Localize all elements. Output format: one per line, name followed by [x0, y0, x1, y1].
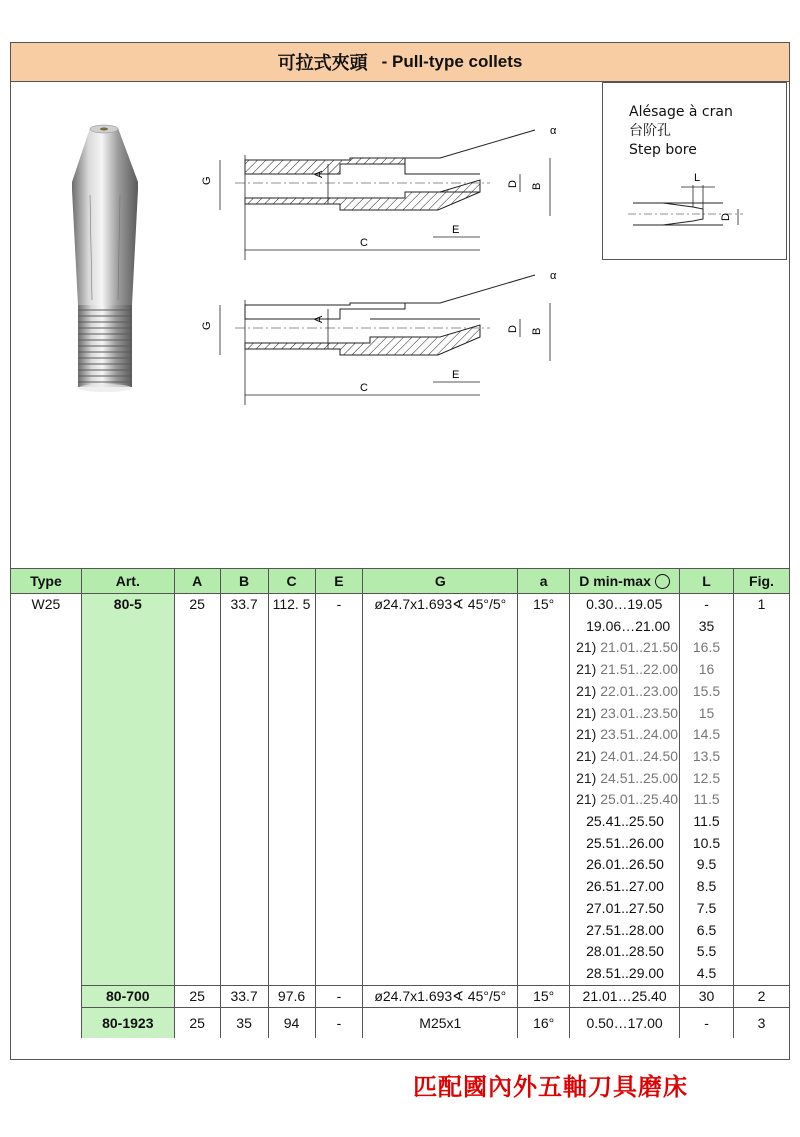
cell-alpha: 15°: [518, 985, 570, 1008]
cell-l: 35: [680, 616, 734, 638]
cell-l: 9.5: [680, 854, 734, 876]
cell-l: 14.5: [680, 724, 734, 746]
col-e: E: [315, 569, 363, 594]
table-row: [11, 985, 790, 1008]
cell-art: 80-1923: [81, 1008, 174, 1039]
footnote-ref: 21): [576, 769, 597, 786]
label-e-2: E: [452, 369, 460, 381]
label-c: C: [360, 237, 368, 249]
cell-d: [570, 876, 680, 898]
page-title: [10, 42, 790, 82]
d-range: 28.51..29.00: [586, 964, 664, 981]
cell-c: 94: [268, 1008, 315, 1039]
cell-a: 25: [174, 594, 220, 986]
footnote-ref: 21): [576, 791, 597, 808]
cell-d: [570, 768, 680, 790]
cell-d: [570, 746, 680, 768]
d-range: 0.30…19.05: [586, 596, 663, 612]
label-e: E: [452, 224, 460, 236]
cell-e: -: [315, 985, 363, 1008]
circle-icon: [655, 574, 670, 589]
label-a: A: [313, 170, 325, 178]
cell-b: 33.7: [220, 985, 268, 1008]
cell-alpha: 15°: [518, 594, 570, 986]
cell-a: 25: [174, 1008, 220, 1039]
spec-table: [10, 568, 790, 1038]
cell-l: -: [680, 1008, 734, 1039]
cell-c: 97.6: [268, 985, 315, 1008]
col-b: B: [220, 569, 268, 594]
d-range: 24.51..25.00: [600, 769, 679, 786]
step-bore-fr: Alésage à cran: [629, 104, 733, 120]
col-d-label: D min-max: [579, 572, 651, 589]
step-bore-drawing: [623, 163, 773, 253]
label-alpha-2: α: [550, 270, 557, 282]
cell-d: [570, 616, 680, 638]
cell-e: -: [315, 594, 363, 986]
figure-1-drawing: [201, 125, 557, 260]
cell-d: 0.50…17.00: [570, 1008, 680, 1039]
col-d: [570, 569, 680, 594]
cell-fig: 2: [733, 985, 789, 1008]
col-fig: Fig.: [733, 569, 789, 594]
step-label-d: D: [720, 213, 732, 221]
label-g: G: [201, 176, 213, 185]
step-bore-zh: 台阶孔: [629, 123, 671, 139]
cell-d: [570, 963, 680, 985]
collet-section-diagram: [190, 100, 590, 410]
col-c: C: [268, 569, 315, 594]
title-zh: 可拉式夾頭: [277, 53, 368, 74]
footnote-ref: 21): [576, 747, 597, 764]
footnote-ref: 21): [576, 682, 597, 699]
cell-l: 13.5: [680, 746, 734, 768]
d-range: 27.01..27.50: [586, 899, 664, 916]
label-c-2: C: [360, 382, 368, 394]
d-range: 22.01..23.00: [600, 682, 679, 699]
cell-d: [570, 724, 680, 746]
cell-d: [570, 833, 680, 855]
label-b: B: [531, 182, 543, 190]
cell-art: 80-5: [81, 594, 174, 986]
footnote-ref: 21): [576, 726, 597, 743]
cell-l: 11.5: [680, 811, 734, 833]
step-bore-box: [602, 82, 787, 260]
cell-g: M25x1: [363, 1008, 518, 1039]
cell-alpha: 16°: [518, 1008, 570, 1039]
cell-d: [570, 898, 680, 920]
cell-l: 15.5: [680, 681, 734, 703]
d-range: 28.01..28.50: [586, 943, 664, 960]
collet-photo: [60, 120, 150, 400]
col-l: L: [680, 569, 734, 594]
d-range: 19.06…21.00: [586, 617, 671, 634]
step-label-l: L: [694, 172, 701, 184]
cell-d: [570, 703, 680, 725]
cell-d: [570, 659, 680, 681]
cell-l: 30: [680, 985, 734, 1008]
cell-e: -: [315, 1008, 363, 1039]
cell-d: [570, 854, 680, 876]
cell-fig: 3: [733, 1008, 789, 1039]
d-range: 26.01..26.50: [586, 856, 664, 873]
cell-l: 11.5: [680, 789, 734, 811]
cell-l: 10.5: [680, 833, 734, 855]
cell-l: 8.5: [680, 876, 734, 898]
label-alpha: α: [550, 125, 557, 137]
cell-d: [570, 811, 680, 833]
col-g: G: [363, 569, 518, 594]
cell-l: 4.5: [680, 963, 734, 985]
footer-banner: 匹配國內外五軸刀具磨床: [413, 1073, 688, 1101]
d-range: 21.01..21.50: [600, 639, 679, 656]
d-range: 24.01..24.50: [600, 747, 679, 764]
cell-l: 7.5: [680, 898, 734, 920]
col-a: A: [174, 569, 220, 594]
table-row: [11, 1008, 790, 1039]
step-bore-en: Step bore: [629, 142, 697, 158]
d-range: 25.01..25.40: [600, 791, 679, 808]
title-en: - Pull-type collets: [381, 52, 523, 71]
cell-l: 12.5: [680, 768, 734, 790]
table-row: [11, 594, 790, 616]
d-range: 27.51..28.00: [586, 921, 664, 938]
cell-d: [570, 594, 680, 616]
label-b-2: B: [531, 327, 543, 335]
cell-c: 112. 5: [268, 594, 315, 986]
cell-l: 6.5: [680, 920, 734, 942]
cell-type: W25: [11, 594, 82, 1039]
cell-l: -: [680, 594, 734, 616]
cell-g: ø24.7x1.693∢ 45°/5°: [363, 594, 518, 986]
cell-l: 15: [680, 703, 734, 725]
d-range: 23.51..24.00: [600, 726, 679, 743]
cell-d: [570, 941, 680, 963]
figure-2-drawing: [201, 270, 557, 405]
col-type: Type: [11, 569, 82, 594]
cell-d: 21.01…25.40: [570, 985, 680, 1008]
col-art: Art.: [81, 569, 174, 594]
label-d: D: [507, 180, 519, 188]
d-range: 25.41..25.50: [586, 813, 664, 830]
d-range: 25.51..26.00: [586, 834, 664, 851]
cell-fig: 1: [733, 594, 789, 986]
cell-a: 25: [174, 985, 220, 1008]
d-range: 21.51..22.00: [600, 661, 679, 678]
cell-b: 35: [220, 1008, 268, 1039]
col-alpha: a: [518, 569, 570, 594]
cell-g: ø24.7x1.693∢ 45°/5°: [363, 985, 518, 1008]
label-a-2: A: [313, 315, 325, 323]
d-range: 23.01..23.50: [600, 704, 679, 721]
footnote-ref: 21): [576, 639, 597, 656]
footnote-ref: 21): [576, 704, 597, 721]
cell-d: [570, 681, 680, 703]
label-d-2: D: [507, 325, 519, 333]
cell-l: 16: [680, 659, 734, 681]
cell-l: 16.5: [680, 637, 734, 659]
label-g-2: G: [201, 321, 213, 330]
cell-b: 33.7: [220, 594, 268, 986]
cell-d: [570, 789, 680, 811]
cell-d: [570, 920, 680, 942]
cell-art: 80-700: [81, 985, 174, 1008]
cell-l: 5.5: [680, 941, 734, 963]
table-header-row: [11, 569, 790, 594]
footnote-ref: 21): [576, 661, 597, 678]
d-range: 26.51..27.00: [586, 878, 664, 895]
cell-d: [570, 637, 680, 659]
